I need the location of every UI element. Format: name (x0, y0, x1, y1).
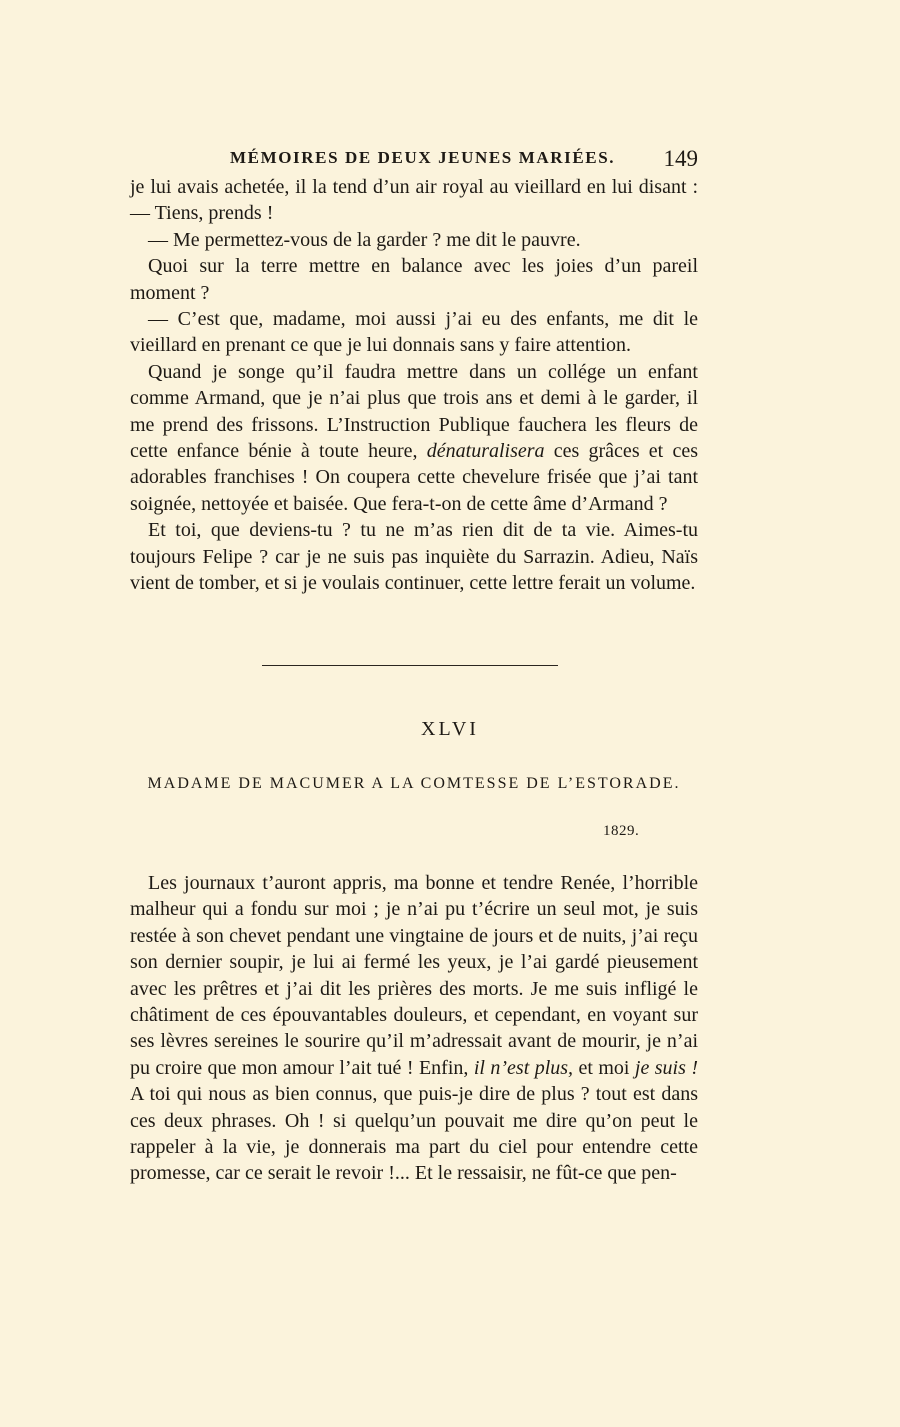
letter-continuation (130, 174, 698, 597)
page-number: 149 (663, 146, 698, 171)
text-run: et moi (573, 1056, 635, 1079)
text-run: Quand je songe qu’il faudra mettre dans un collége un enfant comme Armand, que je n’ai plus que trois ans et demi à le garder, il me prend des frissons. L’Instruction Publique fauchera les fleurs de cette enfance bénie à toute heure, (130, 360, 698, 463)
new-letter-body (130, 870, 698, 1187)
text-run: Les journaux t’auront appris, ma bonne et tendre Renée, l’horrible malheur qui a fondu sur moi ; je n’ai pu t’écrire un seul mot, je suis restée à son chevet pendant une vingtaine de jours et de nuits, j’ai reçu son dernier soupir, je lui ai fermé les yeux, je l’ai gardé pieusement avec les prêtres et j’ai dit les prières des morts. Je me suis infligé le châtiment de ces épouvantables douleurs, et cependant, en voyant sur ses lèvres sereines le sourire qu’il m’adressait avant de mourir, je n’ai pu croire que mon amour l’ait tué ! Enfin, (130, 872, 698, 1079)
running-header (130, 148, 698, 172)
paragraph: Quoi sur la terre mettre en balance avec les joies d’un pareil moment ? (130, 255, 698, 304)
paragraph: — C’est que, madame, moi aussi j’ai eu des enfants, me dit le vieillard en prenant ce que je lui donnais sans y faire attention. (130, 308, 698, 357)
paragraph (130, 870, 698, 1187)
running-title: MÉMOIRES DE DEUX JEUNES MARIÉES. (230, 148, 616, 167)
paragraph: Et toi, que deviens-tu ? tu ne m’as rien dit de ta vie. Aimes-tu toujours Felipe ? car je ne suis pas inquiète du Sarrazin. Adieu, Naïs vient de tomber, et si je voulais continuer, cette lettre ferait un volume. (130, 519, 698, 595)
chapter-number: XLVI (421, 718, 479, 740)
chapter-heading: MADAME DE MACUMER A LA COMTESSE DE L’ESTORADE. (147, 775, 681, 792)
text-run: ces grâces et ces adorables franchises ! On coupera cette chevelure frisée que j’ai tant soignée, nettoyée et baisée. Que fera-t-on de cette âme d’Armand ? (130, 440, 698, 515)
paragraph: je lui avais achetée, il la tend d’un air royal au vieillard en lui disant : — Tiens, prends ! (130, 176, 698, 225)
section-divider (262, 665, 558, 666)
italic-phrase: il n’est plus, (473, 1056, 574, 1079)
italic-phrase: je suis ! (634, 1056, 698, 1079)
paragraph (130, 359, 698, 517)
paragraph: — Me permettez-vous de la garder ? me dit le pauvre. (148, 228, 581, 251)
italic-word: dénaturalisera (426, 440, 545, 463)
text-run: A toi qui nous as bien connus, que puis-je dire de plus ? tout est dans ces deux phrases. Oh ! si quelqu’un pouvait me dire qu’on peut le rappeler à la vie, je donnerais ma part du ciel pour entendre cette promesse, car ce serait le revoir !... Et le ressaisir, ne fût-ce que pen- (130, 1083, 698, 1185)
letter-date: 1829. (603, 823, 640, 839)
